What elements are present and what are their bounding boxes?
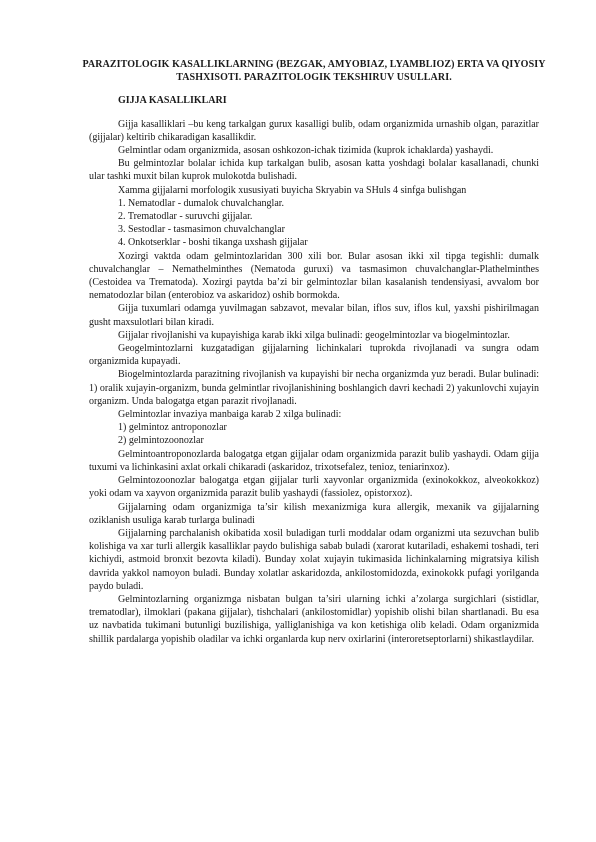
document-body <box>89 118 539 646</box>
paragraph: Gelmintozlar invaziya manbaiga karab 2 xilga bulinadi: <box>118 409 342 421</box>
paragraph: Xamma gijjalarni morfologik xususiyati buyicha Skryabin va SHuls 4 sinfga bulishgan <box>118 184 467 196</box>
paragraph: Gelmintoantroponozlarda balogatga etgan gijjalar odam organizmida parazit bulib yashaydi. Odam gijja tuxumi va lichinkasini axlat orkali chikaradi (askaridoz, trixotsefalez, tenioz, teniarinxoz). <box>89 448 539 473</box>
section-heading: GIJJA KASALLIKLARI <box>118 95 227 107</box>
list-item: 3. Sestodlar - tasmasimon chuvalchanglar <box>118 224 285 236</box>
list-item: 1. Nematodlar - dumalok chuvalchanglar. <box>118 197 285 209</box>
list-item: 2) gelmintozoonozlar <box>118 435 204 447</box>
paragraph: Gijjalarning parchalanish okibatida xosil buladigan turli moddalar odam organizmi uta sezuvchan bulib kolishiga va xar turli allergik kasalliklar paydo bulishiga sabab buladi (xarorat kutariladi, eshakemi toshadi, teri kichiydi, astmoid bronxit bezovta kiladi). Bunday xolat xujayin tukimasida lichinkalarning migratsiya kilish davrida yakkol namoyon buladi. Bunday xolatlar askaridozda, ankilostomidozda, exinokokk pufagi yorilganda paydo buladi. <box>89 527 539 592</box>
paragraph: Gelmintozoonozlar balogatga etgan gijjalar turli xayvonlar organizmida (exinokokkoz, alveokokkoz) yoki odam va xayvon organizmida parazit bulib yashaydi (fassiolez, opistorxoz). <box>89 475 539 500</box>
document-title: PARAZITOLOGIK KASALLIKLARNING (BEZGAK, AMYOBIAZ, LYAMBLIOZ) ERTA VA QIYOSIY TASHXISOTI. PARAZITOLOGIK TEKSHIRUV USULLARI. <box>82 59 546 84</box>
list-item: 2. Trematodlar - suruvchi gijjalar. <box>118 211 253 223</box>
paragraph: Gijja tuxumlari odamga yuvilmagan sabzavot, mevalar bilan, iflos suv, iflos kul, yaxshi pishirilmagan gusht maxsulotlari bilan kiradi. <box>89 303 539 328</box>
list-item: 1) gelmintoz antroponozlar <box>118 422 227 434</box>
paragraph: Gelmintlar odam organizmida, asosan oshkozon-ichak tizimida (kuprok ichaklarda) yashaydi. <box>118 145 494 157</box>
list-item: 4. Onkotserklar - boshi tikanga uxshash gijjalar <box>118 237 308 249</box>
paragraph: Gijjalar rivojlanishi va kupayishiga karab ikki xilga bulinadi: geogelmintozlar va biogelmintozlar. <box>118 329 510 341</box>
paragraph: Gelmintozlarning organizmga nisbatan bulgan ta’siri ularning ichki a’zolarga surgichlari (sistidlar, trematodlar), ilmoklari (pakana gijjalar), tishchalari (ankilostomidlar) yopishib olishi bilan shartlanadi. Bu esa uz navbatida tukimani butunligi buzilishiga, yalliglanishiga va kon ketishiga olib keladi. Odam organizmida shillik pardalarga yopishib oladilar va ichki organlarda kup nerv oxirlarini (interoretseptorlarni) shikastlaydilar. <box>89 593 539 645</box>
paragraph: Bu gelmintozlar bolalar ichida kup tarkalgan bulib, asosan katta yoshdagi bolalar kasallanadi, chunki ular tashki muxit bilan kuprok mulokotda bulishadi. <box>89 158 539 183</box>
paragraph: Geogelmintozlarni kuzgatadigan gijjalarning lichinkalari tuprokda rivojlanadi va sungra odam organizmida kupayadi. <box>89 343 539 368</box>
paragraph: Xozirgi vaktda odam gelmintozlaridan 300 xili bor. Bular asosan ikki xil tipga tegishli: dumalk chuvalchanglar – Nemathelminthes (Nematoda guruxi) va tasmasimon chuvalchanglar-Plathelminthes (Cestoidea va Trematoda). Xozirgi paytda ba’zi bir gelmintozlar bilan kasalanish tendensiyasi, avvalom bor nematodozlar bilan (enterobioz va askaridoz) oshib bormokda. <box>89 250 539 302</box>
paragraph: Gijjalarning odam organizmiga ta’sir kilish mexanizmiga kura allergik, mexanik va gijjalarning oziklanish usuliga karab turlarga bulinadi <box>89 501 539 526</box>
paragraph: Biogelmintozlarda parazitning rivojlanish va kupayishi bir necha organizmda yuz beradi. Bular bulinadi: 1) oralik xujayin-organizm, bunda gelmintlar rivojlanishining boshlangich davri kechadi 2) yakunlovchi xujayin organizm. Unda balogatga etgan parazit rivojlanadi. <box>89 369 539 407</box>
paragraph: Gijja kasalliklari –bu keng tarkalgan gurux kasalligi bulib, odam organizmida urnashib olgan, parazitlar (gijjalar) keltirib chikaradigan kasallikdir. <box>89 118 539 143</box>
